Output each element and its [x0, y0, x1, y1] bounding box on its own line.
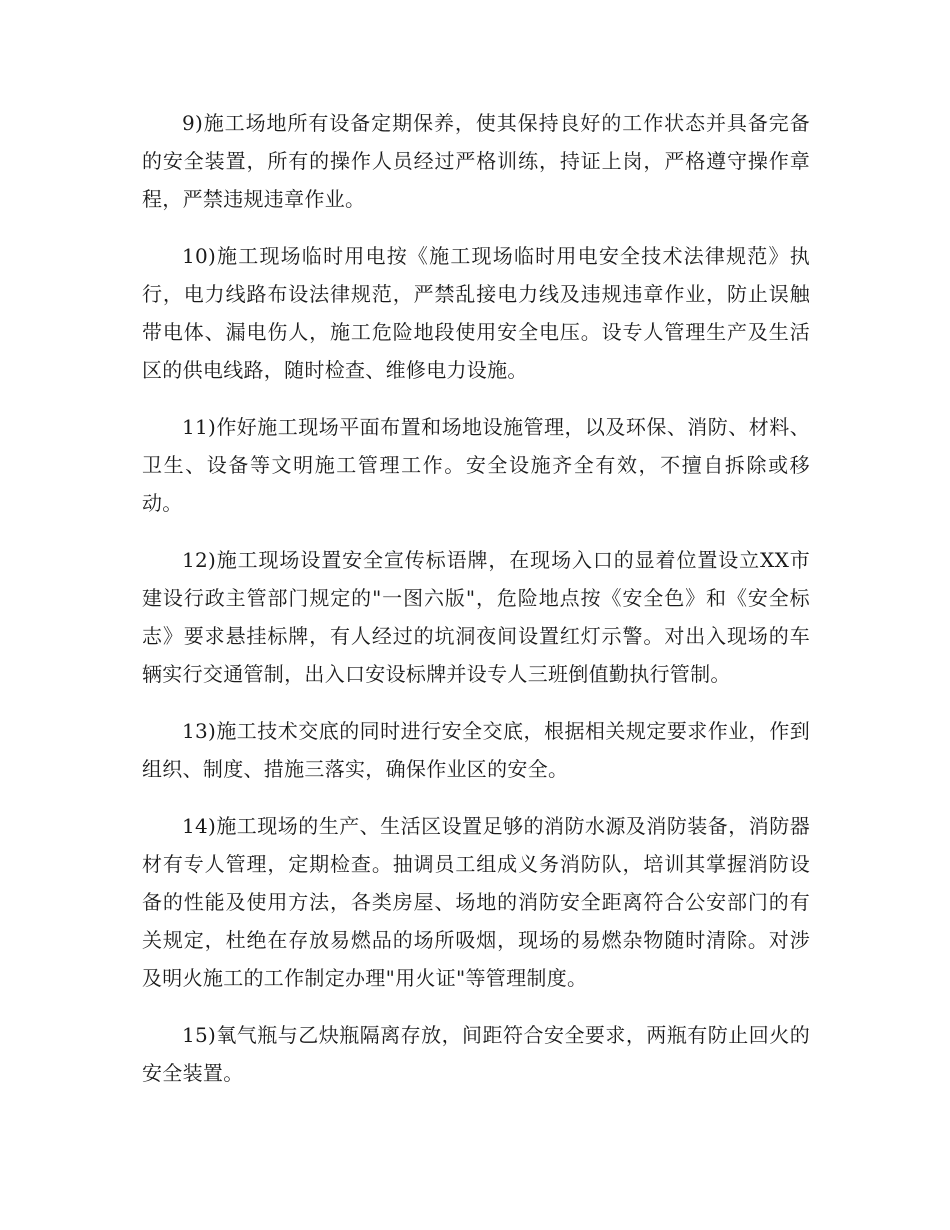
- paragraph-item-9: 9)施工场地所有设备定期保养，使其保持良好的工作状态并具备完备的安全装置，所有的操作人员经过严格训练，持证上岗，严格遵守操作章程，严禁违规违章作业。: [142, 111, 810, 211]
- paragraph-item-14: 14)施工现场的生产、生活区设置足够的消防水源及消防装备，消防器材有专人管理，定期检查。抽调员工组成义务消防队，培训其掌握消防设备的性能及使用方法，各类房屋、场地的消防安全距离符合公安部门的有关规定，杜绝在存放易燃品的场所吸烟，现场的易燃杂物随时清除。对涉及明火施工的工作制定办理"用火证"等管理制度。: [142, 814, 810, 990]
- paragraph-item-12: 12)施工现场设置安全宣传标语牌，在现场入口的显着位置设立XX市建设行政主管部门规定的"一图六版"，危险地点按《安全色》和《安全标志》要求悬挂标牌，有人经过的坑洞夜间设置红灯示警。对出入现场的车辆实行交通管制，出入口安设标牌并设专人三班倒值勤执行管制。: [142, 548, 810, 686]
- paragraph-item-15: 15)氧气瓶与乙炔瓶隔离存放，间距符合安全要求，两瓶有防止回火的安全装置。: [142, 1023, 810, 1085]
- paragraph-item-11: 11)作好施工现场平面布置和场地设施管理，以及环保、消防、材料、卫生、设备等文明施工管理工作。安全设施齐全有效，不擅自拆除或移动。: [142, 415, 810, 515]
- paragraph-item-10: 10)施工现场临时用电按《施工现场临时用电安全技术法律规范》执行，电力线路布设法律规范，严禁乱接电力线及违规违章作业，防止误触带电体、漏电伤人，施工危险地段使用安全电压。设专人管理生产及生活区的供电线路，随时检查、维修电力设施。: [142, 244, 810, 382]
- paragraph-item-13: 13)施工技术交底的同时进行安全交底，根据相关规定要求作业，作到组织、制度、措施三落实，确保作业区的安全。: [142, 719, 810, 781]
- document-body: [142, 104, 810, 1111]
